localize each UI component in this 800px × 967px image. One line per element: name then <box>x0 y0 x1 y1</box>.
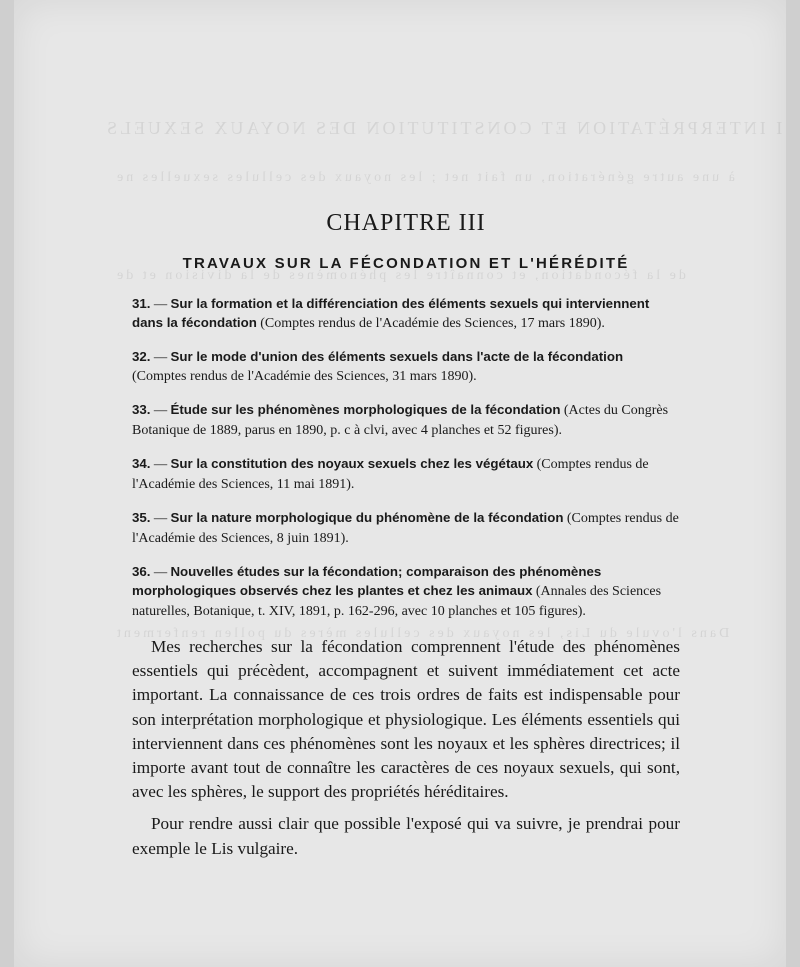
reference-item: 34. — Sur la constitution des noyaux sexuels chez les végétaux (Comptes rendus de l'Académie des Sciences, 11 mai 1891). <box>132 456 649 492</box>
reference-citation: (Comptes rendus de l'Académie des Sciences, 31 mars 1890). <box>132 369 477 384</box>
reference-item: 36. — Nouvelles études sur la fécondation; comparaison des phénomènes morphologiques observés chez les plantes et chez les animaux (Annales des Sciences naturelles, Botanique, t. XIV, 1891, p. 162-296, avec 10 planches et 105 figures). <box>132 564 662 619</box>
reference-title: Étude sur les phénomènes morphologiques de la fécondation <box>170 402 561 417</box>
reference-title: Sur la nature morphologique du phénomène de la fécondation <box>170 510 564 525</box>
reference-citation: (Actes du Congrès Botanique de 1889, parus en 1890, p. c à clvi, avec 4 planches et 52 figures). <box>132 403 669 438</box>
show-through-text: à une autre génération, un fait net ; les noyaux des cellules sexuelles ne <box>114 170 735 185</box>
reference-number: 34. <box>132 456 151 471</box>
reference-item: 32. — Sur le mode d'union des éléments sexuels dans l'acte de la fécondation (Comptes rendus de l'Académie des Sciences, 31 mars 1890). <box>132 349 624 384</box>
show-through-text: de la fécondation, et connaître les phénomènes de la division et de <box>114 268 686 283</box>
reference-title: Nouvelles études sur la fécondation; comparaison des phénomènes morphologiques observés chez les plantes et chez les animaux <box>132 564 602 598</box>
section-title: TRAVAUX SUR LA FÉCONDATION ET L'HÉRÉDITÉ <box>182 255 630 272</box>
reference-title: Sur la constitution des noyaux sexuels chez les végétaux <box>170 456 534 471</box>
reference-item: 31. — Sur la formation et la différenciation des éléments sexuels qui interviennent dans la fécondation (Comptes rendus de l'Académie des Sciences, 17 mars 1890). <box>132 296 650 331</box>
reference-title: Sur la formation et la différenciation des éléments sexuels qui interviennent dans la fécondation <box>132 296 650 330</box>
reference-citation: (Comptes rendus de l'Académie des Sciences, 17 mars 1890). <box>260 316 605 331</box>
reference-number: 32. <box>132 349 151 364</box>
reference-citation: (Comptes rendus de l'Académie des Sciences, 8 juin 1891). <box>132 511 679 546</box>
body-paragraph: Pour rendre aussi clair que possible l'exposé qui va suivre, je prendrai pour exemple le Lis vulgaire. <box>132 814 680 858</box>
show-through-text: I INTERPRÉTATION ET CONSTITUTION DES NOYAUX SEXUELS <box>104 118 783 138</box>
chapter-title: CHAPITRE III <box>326 210 486 236</box>
page-content <box>132 210 680 861</box>
reference-citation: (Comptes rendus de l'Académie des Sciences, 11 mai 1891). <box>132 457 649 492</box>
reference-item: 35. — Sur la nature morphologique du phénomène de la fécondation (Comptes rendus de l'Académie des Sciences, 8 juin 1891). <box>132 510 679 546</box>
reference-citation: (Annales des Sciences naturelles, Botanique, t. XIV, 1891, p. 162-296, avec 10 planches et 105 figures). <box>132 584 662 619</box>
reference-title: Sur le mode d'union des éléments sexuels dans l'acte de la fécondation <box>170 349 624 364</box>
body-paragraph: Mes recherches sur la fécondation comprennent l'étude des phénomènes essentiels qui précèdent, accompagnent et suivent immédiatement cet acte important. La connaissance de ces trois ordres de faits est indispensable pour son interprétation morphologique et physiologique. Les éléments essentiels qui interviennent dans ces phénomènes sont les noyaux et les sphères directrices; il importe avant tout de connaître les caractères de ces noyaux sexuels, qui sont, avec les sphères, le support des propriétés héréditaires. <box>132 637 680 802</box>
reference-number: 31. <box>132 296 151 311</box>
reference-list <box>132 294 680 621</box>
show-through-text: Dans l'ovule du Lis, les noyaux des cellules mères du pollen renferment <box>114 626 730 641</box>
reference-number: 33. <box>132 402 151 417</box>
reference-number: 36. <box>132 564 151 579</box>
reference-number: 35. <box>132 510 151 525</box>
reference-item: 33. — Étude sur les phénomènes morphologiques de la fécondation (Actes du Congrès Botanique de 1889, parus en 1890, p. c à clvi, avec 4 planches et 52 figures). <box>132 402 669 438</box>
